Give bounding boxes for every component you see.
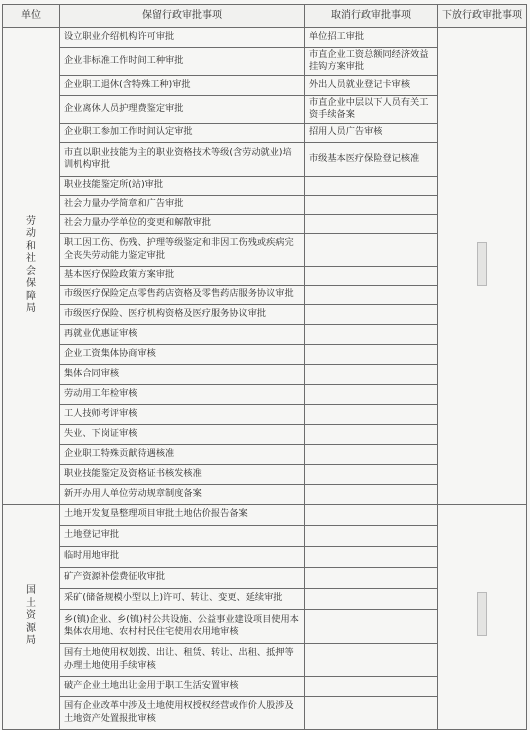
cancelled-item <box>305 643 438 676</box>
retained-item: 企业职工退休(含特殊工种)审批 <box>60 75 305 95</box>
cancelled-item <box>305 364 438 384</box>
retained-item: 土地开发复垦整理项目审批土地估价报告备案 <box>60 504 305 525</box>
retained-item: 破产企业土地出让金用于职工生活安置审核 <box>60 676 305 696</box>
retained-item: 土地登记审批 <box>60 525 305 546</box>
unit-cell <box>3 28 60 505</box>
cancelled-item <box>305 567 438 588</box>
unit-name: 国土资源局 <box>26 585 36 647</box>
cancelled-item <box>305 384 438 404</box>
cancelled-item <box>305 504 438 525</box>
cancelled-item <box>305 304 438 324</box>
cancelled-item: 单位招工审批 <box>305 28 438 48</box>
table-row <box>3 504 527 525</box>
retained-item: 社会力量办学简章和广告审批 <box>60 195 305 214</box>
retained-item: 企业非标准工作时间工种审批 <box>60 48 305 76</box>
cancelled-item <box>305 344 438 364</box>
cancelled-item: 市直企业中层以下人员有关工资手续备案 <box>305 95 438 123</box>
retained-item: 国有土地使用权划拨、出让、租赁、转让、出租、抵押等办理土地使用手续审核 <box>60 643 305 676</box>
cancelled-item <box>305 233 438 266</box>
retained-item: 工人技师考评审核 <box>60 404 305 424</box>
retained-item: 集体合同审核 <box>60 364 305 384</box>
retained-item: 再就业优惠证审核 <box>60 324 305 344</box>
vertical-stamp-mark <box>477 592 487 636</box>
header-retained: 保留行政审批事项 <box>60 5 305 28</box>
retained-item: 临时用地审批 <box>60 546 305 567</box>
cancelled-item: 外出人员就业登记卡审核 <box>305 75 438 95</box>
cancelled-item <box>305 214 438 233</box>
cancelled-item <box>305 525 438 546</box>
cancelled-item <box>305 176 438 195</box>
retained-item: 职业技能鉴定及资格证书核发核准 <box>60 464 305 484</box>
retained-item: 市级医疗保险定点零售药店资格及零售药店服务协议审批 <box>60 285 305 304</box>
retained-item: 职业技能鉴定所(站)审批 <box>60 176 305 195</box>
retained-item: 劳动用工年检审核 <box>60 384 305 404</box>
retained-item: 乡(镇)企业、乡(镇)村公共设施、公益事业建设项目使用本集体农用地、农村村民住宅使用农用地审核 <box>60 609 305 643</box>
vertical-stamp-mark <box>477 242 487 286</box>
header-cancelled: 取消行政审批事项 <box>305 5 438 28</box>
retained-item: 市直以职业技能为主的职业资格技术等级(含劳动就业)培训机构审批 <box>60 142 305 176</box>
cancelled-item <box>305 588 438 609</box>
retained-item: 市级医疗保险、医疗机构资格及医疗服务协议审批 <box>60 304 305 324</box>
retained-item: 设立职业介绍机构许可审批 <box>60 28 305 48</box>
cancelled-item: 招用人员广告审核 <box>305 123 438 142</box>
delegated-cell <box>438 28 527 505</box>
cancelled-item <box>305 324 438 344</box>
unit-name: 劳动和社会保障局 <box>26 215 36 315</box>
retained-item: 企业工资集体协商审核 <box>60 344 305 364</box>
retained-item: 职工因工伤、伤残、护理等级鉴定和非因工伤残或疾病完全丧失劳动能力鉴定审批 <box>60 233 305 266</box>
retained-item: 矿产资源补偿费征收审批 <box>60 567 305 588</box>
table-header-row <box>3 5 527 28</box>
cancelled-item <box>305 404 438 424</box>
retained-item: 企业职工参加工作时间认定审批 <box>60 123 305 142</box>
retained-item: 基本医疗保险政策方案审批 <box>60 266 305 285</box>
cancelled-item <box>305 696 438 729</box>
cancelled-item <box>305 444 438 464</box>
cancelled-item <box>305 609 438 643</box>
retained-item: 社会力量办学单位的变更和解散审批 <box>60 214 305 233</box>
cancelled-item: 市直企业工资总额同经济效益挂钩方案审批 <box>305 48 438 76</box>
retained-item: 企业离休人员护理费鉴定审批 <box>60 95 305 123</box>
cancelled-item <box>305 285 438 304</box>
cancelled-item <box>305 266 438 285</box>
delegated-cell <box>438 504 527 729</box>
table-body <box>3 28 527 730</box>
header-unit: 单位 <box>3 5 60 28</box>
retained-item: 失业、下岗证审核 <box>60 424 305 444</box>
retained-item: 企业职工特殊贡献待遇核准 <box>60 444 305 464</box>
header-delegated: 下放行政审批事项 <box>438 5 527 28</box>
approval-items-table <box>2 4 527 730</box>
cancelled-item <box>305 676 438 696</box>
retained-item: 采矿(储备规模小型以上)许可、转让、变更、延续审批 <box>60 588 305 609</box>
cancelled-item: 市级基本医疗保险登记核准 <box>305 142 438 176</box>
retained-item: 国有企业改革中涉及土地使用权授权经营或作价人股涉及土地资产处置报批审核 <box>60 696 305 729</box>
unit-cell <box>3 504 60 729</box>
table-row <box>3 28 527 48</box>
cancelled-item <box>305 424 438 444</box>
cancelled-item <box>305 484 438 504</box>
cancelled-item <box>305 546 438 567</box>
cancelled-item <box>305 464 438 484</box>
cancelled-item <box>305 195 438 214</box>
retained-item: 新开办用人单位劳动规章制度备案 <box>60 484 305 504</box>
